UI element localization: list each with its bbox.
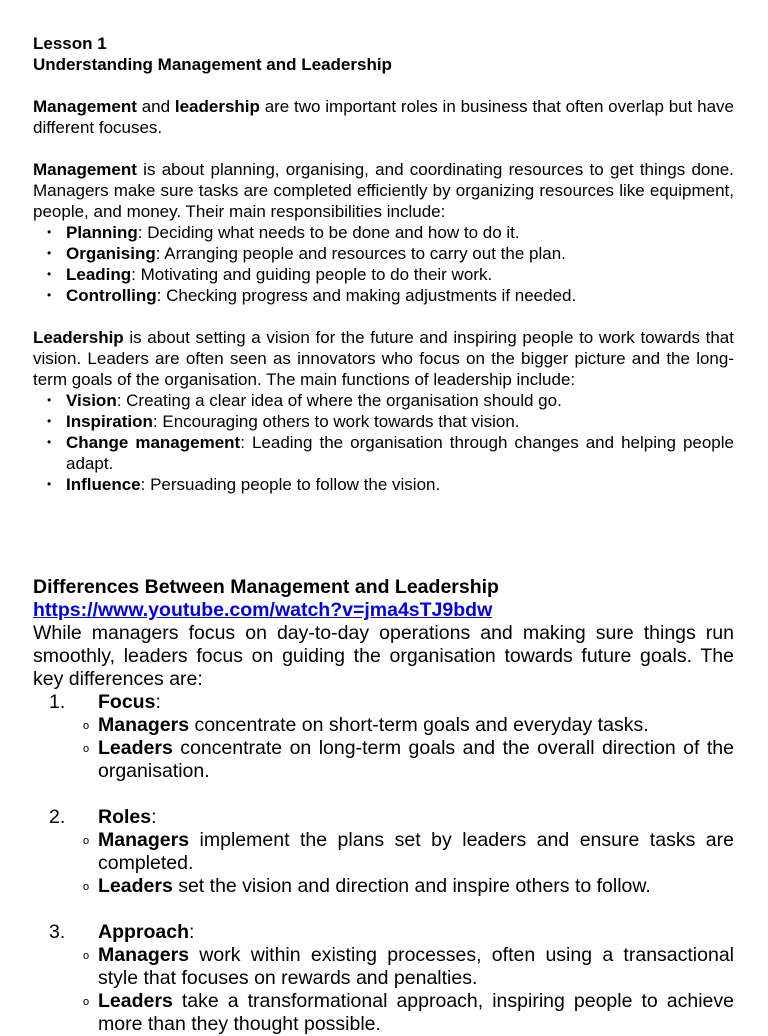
point-number: 3. xyxy=(49,921,66,943)
bullet-icon: • xyxy=(47,267,52,281)
item-text: : Persuading people to follow the vision. xyxy=(140,475,441,494)
sub-text: take a transformational approach, inspiring people to achieve more than they thought possible. xyxy=(98,990,734,1035)
point-number: 2. xyxy=(49,806,66,828)
management-term: Management xyxy=(33,160,137,179)
list-item xyxy=(33,243,734,264)
bullet-icon: • xyxy=(47,225,52,239)
leadership-list xyxy=(33,390,734,495)
management-section xyxy=(33,159,734,306)
bullet-icon: • xyxy=(47,477,52,491)
item-term: Influence xyxy=(66,475,141,494)
sub-term: Managers xyxy=(98,714,190,736)
list-item xyxy=(33,222,734,243)
sub-item xyxy=(33,714,734,737)
sub-text: concentrate on long-term goals and the overall direction of the organisation. xyxy=(98,737,734,782)
sub-text: set the vision and direction and inspire others to follow. xyxy=(172,875,651,897)
item-text: : Motivating and guiding people to do their work. xyxy=(131,265,493,284)
item-term: Change management xyxy=(66,433,241,452)
intro-term-leadership: leadership xyxy=(174,97,260,116)
intro-text-rest: are two important roles in business that often overlap but have different focuses. xyxy=(33,97,735,137)
management-list xyxy=(33,222,734,306)
item-term: Organising xyxy=(66,244,156,263)
sub-text: work within existing processes, often using a transactional style that focuses on rewards and penalties. xyxy=(98,944,734,989)
item-text: : Arranging people and resources to carry out the plan. xyxy=(155,244,566,263)
sub-text: implement the plans set by leaders and ensure tasks are completed. xyxy=(98,829,734,874)
differences-intro: While managers focus on day-to-day operations and making sure things run smoothly, leaders focus on guiding the organisation towards future goals. The key differences are: xyxy=(33,622,734,690)
point-number: 1. xyxy=(49,691,66,713)
youtube-link[interactable]: https://www.youtube.com/watch?v=jma4sTJ9bdw xyxy=(33,599,493,621)
circle-bullet-icon: o xyxy=(83,835,90,847)
sub-text: concentrate on short-term goals and everyday tasks. xyxy=(189,714,649,736)
leadership-section xyxy=(33,327,734,495)
sub-term: Managers xyxy=(98,829,190,851)
sub-item xyxy=(33,990,734,1036)
item-term: Controlling xyxy=(66,286,157,305)
sub-item xyxy=(33,944,734,990)
list-item xyxy=(33,432,734,474)
point-title: Focus xyxy=(98,691,156,713)
spacer xyxy=(33,783,734,806)
bullet-icon: • xyxy=(47,246,52,260)
circle-bullet-icon: o xyxy=(83,743,90,755)
bullet-icon: • xyxy=(47,435,52,449)
sub-item xyxy=(33,829,734,875)
circle-bullet-icon: o xyxy=(83,996,90,1008)
list-item xyxy=(33,411,734,432)
item-term: Leading xyxy=(66,265,132,284)
list-item xyxy=(33,390,734,411)
management-desc: is about planning, organising, and coordinating resources to get things done. Managers make sure tasks are completed efficiently by organizing resources like equipment, people, and money. Their main responsibilities include: xyxy=(33,160,734,221)
circle-bullet-icon: o xyxy=(83,881,90,893)
circle-bullet-icon: o xyxy=(83,950,90,962)
management-paragraph xyxy=(33,159,734,222)
sub-item xyxy=(33,737,734,783)
list-item xyxy=(33,474,734,495)
sub-term: Leaders xyxy=(98,737,173,759)
point-title: Roles xyxy=(98,806,152,828)
spacer xyxy=(33,898,734,921)
lesson-number: Lesson 1 xyxy=(33,34,107,53)
list-item xyxy=(33,285,734,306)
item-text: : Leading the organisation through changes and helping people adapt. xyxy=(66,433,734,473)
sub-list xyxy=(33,714,734,783)
intro-paragraph xyxy=(33,96,734,138)
item-text: : Deciding what needs to be done and how to do it. xyxy=(137,223,520,242)
intro-term-management: Management xyxy=(33,97,137,116)
item-text: : Encouraging others to work towards that vision. xyxy=(152,412,520,431)
leadership-term: Leadership xyxy=(33,328,124,347)
point-title: Approach xyxy=(98,921,190,943)
item-term: Inspiration xyxy=(66,412,153,431)
point-approach xyxy=(33,921,734,1036)
point-colon: : xyxy=(151,806,157,828)
point-colon: : xyxy=(189,921,195,943)
sub-item xyxy=(33,875,734,898)
differences-heading: Differences Between Management and Leadership xyxy=(33,576,499,598)
sub-list xyxy=(33,944,734,1036)
sub-term: Managers xyxy=(98,944,190,966)
circle-bullet-icon: o xyxy=(83,720,90,732)
point-colon: : xyxy=(155,691,161,713)
item-text: : Creating a clear idea of where the organisation should go. xyxy=(116,391,562,410)
point-focus xyxy=(33,691,734,783)
leadership-desc: is about setting a vision for the future and inspiring people to work towards that vision. Leaders are often seen as innovators who focus on the bigger picture and the long-term goals of the organisation. The main functions of leadership include: xyxy=(33,328,734,389)
lesson-title: Understanding Management and Leadership xyxy=(33,55,392,74)
item-text: : Checking progress and making adjustments if needed. xyxy=(156,286,577,305)
item-term: Vision xyxy=(66,391,117,410)
sub-term: Leaders xyxy=(98,990,173,1012)
point-roles xyxy=(33,806,734,898)
sub-term: Leaders xyxy=(98,875,173,897)
bullet-icon: • xyxy=(47,393,52,407)
sub-list xyxy=(33,829,734,898)
bullet-icon: • xyxy=(47,414,52,428)
lesson-header xyxy=(33,33,734,75)
list-item xyxy=(33,264,734,285)
item-term: Planning xyxy=(66,223,138,242)
differences-section xyxy=(33,576,734,1036)
bullet-icon: • xyxy=(47,288,52,302)
intro-text: and xyxy=(136,97,175,116)
leadership-paragraph xyxy=(33,327,734,390)
